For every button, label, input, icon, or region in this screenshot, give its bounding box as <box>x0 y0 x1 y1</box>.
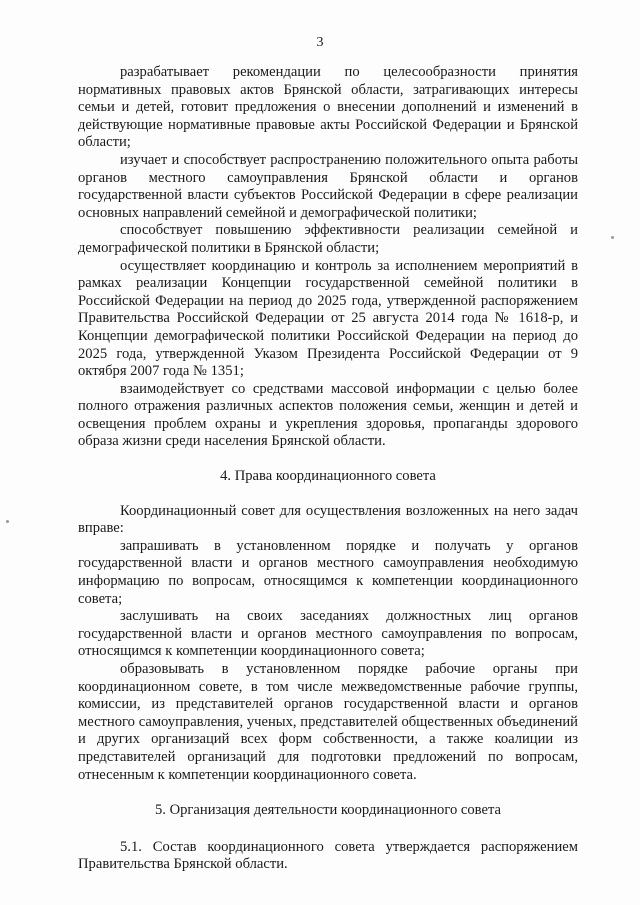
section5-heading: 5. Организация деятельности координационного совета <box>155 802 501 819</box>
section3-item-4: осуществляет координацию и контроль за исполнением мероприятий в рамках реализации Концепции государственной семейной политики в Российской Федерации на период до 2025 года, утвержденной распоряжением Правительства Российской Федерации от 25 августа 2014 года № 1618-р, и Концепции демографической политики Российской Федерации на период до 2025 года, утвержденной Указом Президента Российской Федерации от 9 октября 2007 года № 1351; <box>78 257 578 380</box>
section4-intro: Координационный совет для осуществления возложенных на него задач вправе: <box>78 502 578 537</box>
section3-item-2: изучает и способствует распространению положительного опыта работы органов местного самоуправления Брянской области и органов государственной власти субъектов Российской Федерации в сфере реализации основных направлений семейной и демографической политики; <box>78 151 578 221</box>
page-number: 3 <box>316 35 324 50</box>
section3-item-5: взаимодействует со средствами массовой информации с целью более полного отражения различных аспектов положения семьи, женщин и детей и освещения проблем охраны и укрепления здоровья, пропаганды здорового образа жизни среди населения Брянской области. <box>78 380 578 450</box>
section4-item-1: запрашивать в установленном порядке и получать у органов государственной власти и органов местного самоуправления необходимую информацию по вопросам, относящимся к компетенции координационного совета; <box>78 537 578 607</box>
section4-item-2: заслушивать на своих заседаниях должностных лиц органов государственной власти и органов местного самоуправления по вопросам, относящимся к компетенции координационного совета; <box>78 608 578 660</box>
document-body <box>78 64 578 874</box>
section4-heading: 4. Права координационного совета <box>220 468 436 485</box>
section4-item-3: образовывать в установленном порядке рабочие органы при координационном совете, в том числе межведомственные рабочие группы, комиссии, из представителей органов государственной власти и органов местного самоуправления, ученых, представителей общественных объединений и других организаций всех форм собственности, а также коалиции из представителей организаций для подготовки предложений по вопросам, отнесенным к компетенции координационного совета. <box>78 661 578 783</box>
section3-item-1: разрабатывает рекомендации по целесообразности принятия нормативных правовых актов Брянской области, затрагивающих интересы семьи и детей, готовит предложения о внесении дополнений и изменений в действующие нормативные правовые акты Российской Федерации и Брянской области; <box>78 64 578 151</box>
scan-speck <box>611 236 614 239</box>
section5-paragraph-1: 5.1. Состав координационного совета утверждается распоряжением Правительства Брянской области. <box>78 838 578 873</box>
section3-item-3: способствует повышению эффективности реализации семейной и демографической политики в Брянской области; <box>78 222 578 256</box>
scan-speck <box>6 520 9 523</box>
